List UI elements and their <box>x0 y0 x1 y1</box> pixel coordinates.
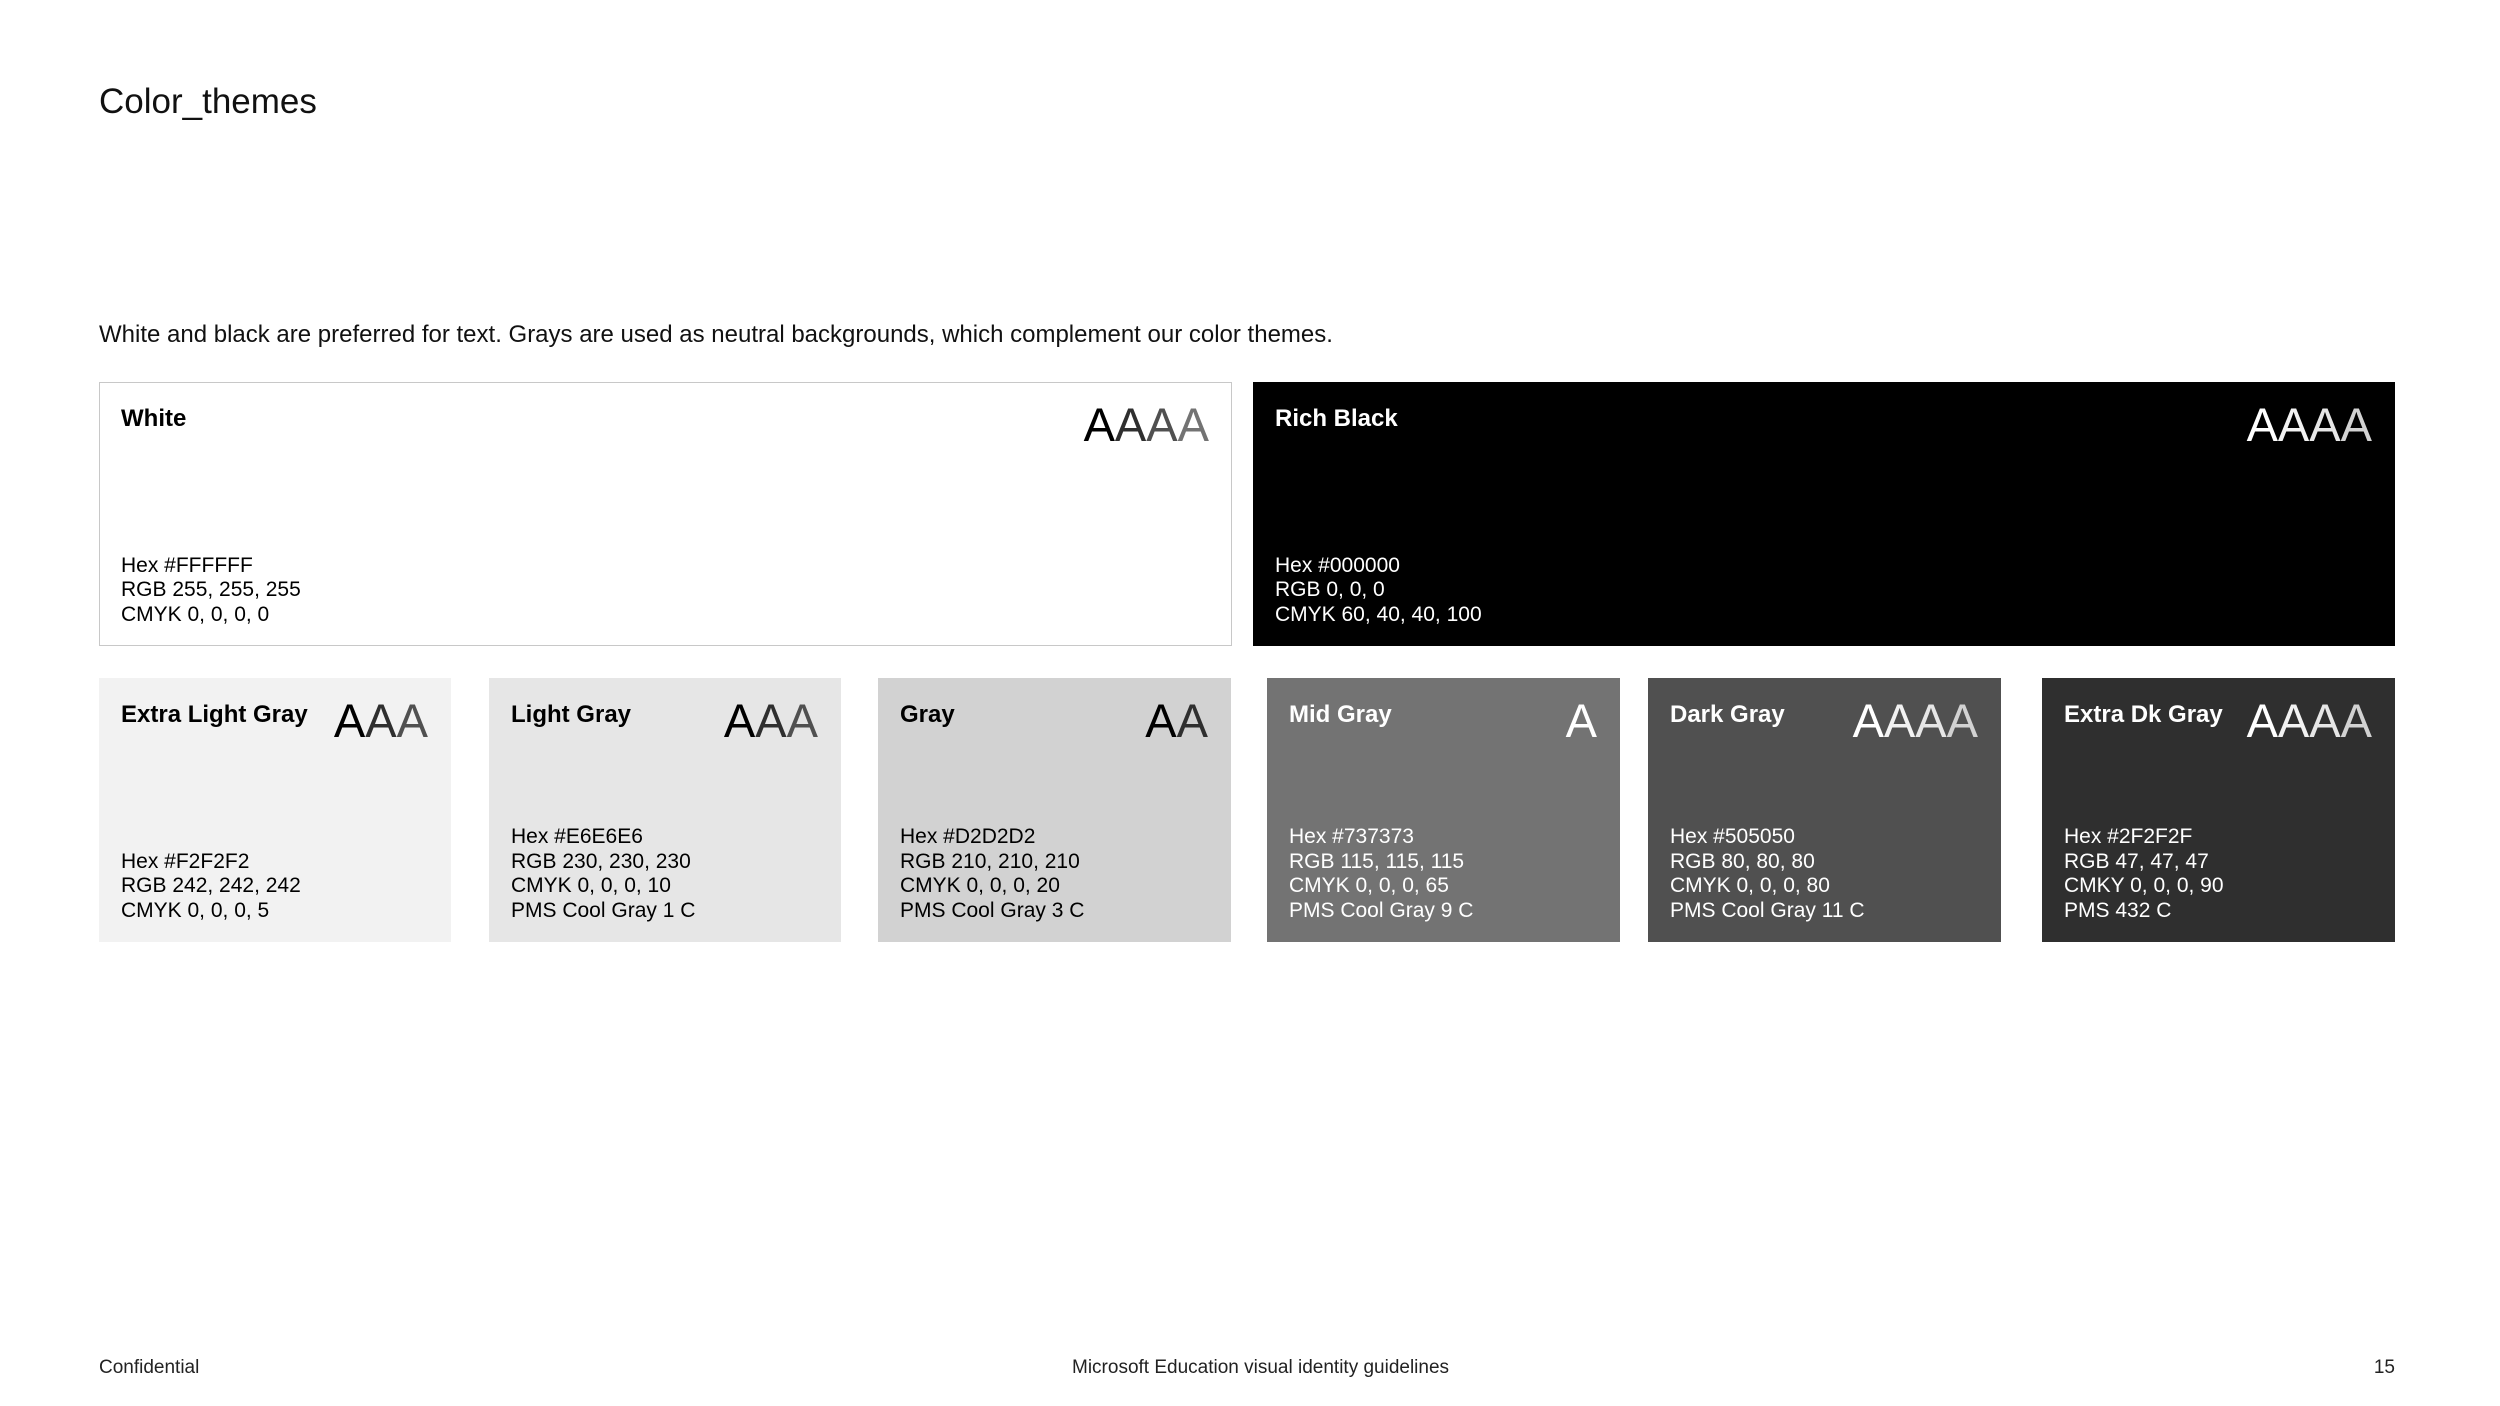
spec-line: RGB 80, 80, 80 <box>1670 849 1815 873</box>
swatch-specs <box>121 554 301 628</box>
spec-line: Hex #737373 <box>1289 825 1414 848</box>
swatch-extra-dk-gray <box>2042 678 2395 942</box>
footer-document-title: Microsoft Education visual identity guidelines <box>1072 1357 1450 1378</box>
spec-line: CMYK 60, 40, 40, 100 <box>1275 602 1482 626</box>
swatch-specs <box>1275 554 1482 628</box>
swatch-extra-light-gray <box>99 678 451 942</box>
swatch-name: Extra Light Gray <box>121 701 308 728</box>
swatch-specs <box>900 825 1084 923</box>
spec-line: CMYK 0, 0, 0, 5 <box>121 898 270 922</box>
contrast-glyph: A <box>786 694 818 747</box>
swatch-name: Gray <box>900 701 955 728</box>
contrast-glyph: A <box>1915 694 1947 747</box>
swatch-rich-black <box>1253 382 2395 646</box>
contrast-glyph: A <box>1146 398 1178 451</box>
footer-page-number: 15 <box>2373 1357 2395 1378</box>
contrast-glyph: A <box>1083 398 1115 451</box>
swatch-name: Mid Gray <box>1289 701 1392 728</box>
contrast-sample <box>334 693 428 749</box>
contrast-glyph: A <box>1177 398 1209 451</box>
contrast-sample <box>1566 693 1597 749</box>
contrast-glyph: A <box>2277 694 2310 747</box>
contrast-glyph: A <box>2277 398 2310 451</box>
contrast-glyph: A <box>1852 694 1884 747</box>
page-title: Color_themes <box>99 82 317 121</box>
spec-line: Hex #FFFFFF <box>121 553 253 577</box>
contrast-glyph: A <box>2340 398 2372 451</box>
contrast-glyph: A <box>333 694 366 747</box>
spec-line: PMS Cool Gray 3 C <box>900 898 1085 922</box>
swatch-name: Rich Black <box>1275 405 1398 432</box>
swatch-dark-gray <box>1648 678 2001 942</box>
contrast-glyph: A <box>1565 694 1597 747</box>
swatch-gray <box>878 678 1231 942</box>
contrast-glyph: A <box>396 694 428 747</box>
spec-line: PMS Cool Gray 9 C <box>1289 898 1474 922</box>
contrast-sample <box>2247 693 2372 749</box>
contrast-glyph: A <box>1145 694 1177 747</box>
spec-line: PMS 432 C <box>2064 898 2172 922</box>
contrast-glyph: A <box>2246 694 2278 747</box>
spec-line: RGB 255, 255, 255 <box>121 578 301 601</box>
contrast-glyph: A <box>2309 398 2341 451</box>
spec-line: RGB 242, 242, 242 <box>121 874 301 897</box>
swatch-specs <box>511 825 695 923</box>
spec-line: Hex #D2D2D2 <box>900 825 1036 848</box>
spec-line: CMYK 0, 0, 0, 65 <box>1289 874 1449 897</box>
swatch-white <box>99 382 1232 646</box>
spec-line: Hex #F2F2F2 <box>121 849 250 873</box>
spec-line: CMYK 0, 0, 0, 20 <box>900 874 1060 897</box>
contrast-glyph: A <box>1883 694 1916 747</box>
swatch-mid-gray <box>1267 678 1620 942</box>
spec-line: PMS Cool Gray 1 C <box>511 898 696 922</box>
spec-line: RGB 230, 230, 230 <box>511 849 691 873</box>
contrast-sample <box>724 693 818 749</box>
spec-line: RGB 210, 210, 210 <box>900 849 1080 873</box>
contrast-sample <box>1853 693 1978 749</box>
swatch-specs <box>1289 825 1473 923</box>
swatch-name: Light Gray <box>511 701 632 728</box>
contrast-sample <box>1084 397 1209 453</box>
spec-line: RGB 47, 47, 47 <box>2064 849 2209 873</box>
swatch-name: Dark Gray <box>1670 701 1785 728</box>
contrast-sample <box>1145 693 1208 749</box>
intro-text: White and black are preferred for text. Grays are used as neutral backgrounds, which complement our color themes. <box>99 321 1333 348</box>
spec-line: PMS Cool Gray 11 C <box>1670 898 1865 922</box>
spec-line: CMYK 0, 0, 0, 10 <box>511 874 671 897</box>
swatch-name: White <box>121 405 187 432</box>
spec-line: CMYK 0, 0, 0, 0 <box>121 602 270 626</box>
contrast-glyph: A <box>1114 398 1147 451</box>
contrast-glyph: A <box>2340 694 2372 747</box>
contrast-sample <box>2247 397 2372 453</box>
contrast-glyph: A <box>2246 398 2278 451</box>
swatch-specs <box>121 850 301 924</box>
spec-line: CMKY 0, 0, 0, 90 <box>2064 874 2224 897</box>
contrast-glyph: A <box>755 694 787 747</box>
spec-line: Hex #000000 <box>1275 553 1400 577</box>
footer-confidential: Confidential <box>99 1357 200 1378</box>
contrast-glyph: A <box>2309 694 2341 747</box>
spec-line: Hex #505050 <box>1670 825 1795 848</box>
swatch-specs <box>2064 825 2224 923</box>
contrast-glyph: A <box>723 694 756 747</box>
spec-line: CMYK 0, 0, 0, 80 <box>1670 874 1830 897</box>
spec-line: Hex #2F2F2F <box>2064 825 2193 848</box>
swatch-name: Extra Dk Gray <box>2064 701 2223 728</box>
swatch-specs <box>1670 825 1865 923</box>
spec-line: Hex #E6E6E6 <box>511 825 643 848</box>
contrast-glyph: A <box>365 694 397 747</box>
swatch-light-gray <box>489 678 841 942</box>
spec-line: RGB 0, 0, 0 <box>1275 578 1385 601</box>
contrast-glyph: A <box>1946 694 1978 747</box>
contrast-glyph: A <box>1176 694 1208 747</box>
spec-line: RGB 115, 115, 115 <box>1289 849 1465 873</box>
